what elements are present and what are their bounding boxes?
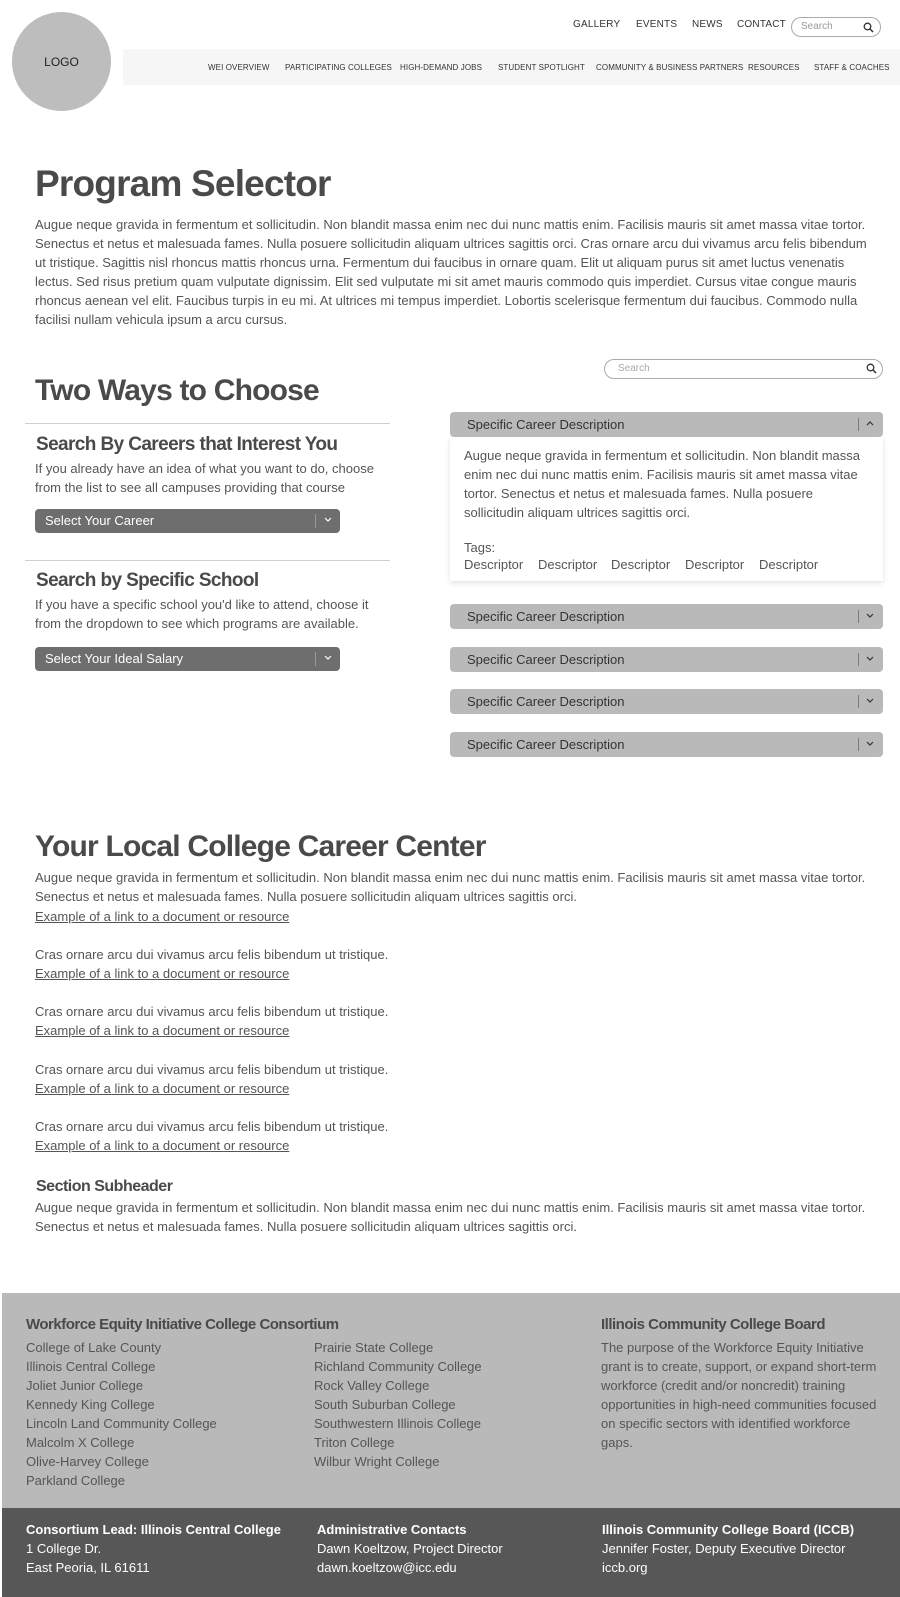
college-link[interactable]: Triton College (314, 1435, 395, 1450)
salary-select[interactable] (35, 647, 340, 671)
career-select-value: Select Your Career (45, 513, 155, 528)
nav-wei-overview[interactable]: WEI OVERVIEW (208, 63, 270, 72)
careers-subtitle: Search By Careers that Interest You (36, 434, 338, 455)
accordion-label: Specific Career Description (467, 737, 625, 752)
accordion-header[interactable] (450, 647, 883, 672)
resource-link[interactable]: Example of a link to a document or resource (35, 966, 290, 981)
tag-link[interactable]: Descriptor (685, 557, 745, 572)
college-link[interactable]: Southwestern Illinois College (314, 1416, 481, 1431)
college-link[interactable]: Lincoln Land Community College (26, 1416, 217, 1431)
career-center-intro: Augue neque gravida in fermentum et sollicitudin. Non blandit massa enim nec dui nunc mattis enim. Facilisis mauris sit amet massa vitae tortor. Senectus et netus et malesuada fames. Nulla posuere sollicitudin aliquam ultrices sagittis orci. (35, 870, 866, 904)
college-link[interactable]: Malcolm X College (26, 1435, 135, 1450)
college-link[interactable]: College of Lake County (26, 1340, 162, 1355)
careers-text: If you already have an idea of what you want to do, choose from the list to see all campuses providing that course (35, 461, 374, 495)
nav-gallery[interactable]: GALLERY (573, 19, 621, 30)
career-select[interactable] (35, 509, 340, 533)
iccb-website-link[interactable]: iccb.org (602, 1560, 648, 1575)
section-subheader: Section Subheader (36, 1178, 173, 1195)
chevron-down-icon (865, 612, 875, 619)
accordion-label: Specific Career Description (467, 609, 625, 624)
logo-text: LOGO (44, 54, 79, 69)
nav-high-demand-jobs[interactable]: HIGH-DEMAND JOBS (400, 63, 483, 72)
resource-link[interactable]: Example of a link to a document or resource (35, 1081, 290, 1096)
search-icon[interactable] (866, 363, 877, 374)
tag-link[interactable]: Descriptor (759, 557, 819, 572)
career-search-input[interactable] (604, 359, 883, 379)
resource-text: Cras ornare arcu dui vivamus arcu felis bibendum ut tristique. (35, 947, 389, 962)
tag-link[interactable]: Descriptor (538, 557, 598, 572)
chevron-down-icon (865, 740, 875, 747)
page-title: Program Selector (35, 163, 331, 204)
search-icon[interactable] (863, 22, 874, 33)
college-link[interactable]: Joliet Junior College (26, 1378, 144, 1393)
section-title-career-center: Your Local College Career Center (35, 830, 486, 863)
admin-contacts-block (317, 1520, 503, 1577)
college-link[interactable]: Rock Valley College (314, 1378, 430, 1393)
iccb-text: The purpose of the Workforce Equity Initiative grant is to create, support, or expand short-term workforce (credit and/or noncredit) training opportunities in high-need communities focused on specific sectors with identified workforce gaps. (601, 1340, 877, 1450)
college-link[interactable]: Illinois Central College (26, 1359, 156, 1374)
resource-link[interactable]: Example of a link to a document or resource (35, 1138, 290, 1153)
chevron-down-icon (323, 516, 333, 523)
tag-link[interactable]: Descriptor (611, 557, 671, 572)
divider (25, 560, 390, 561)
consortium-lead-title: Consortium Lead: Illinois Central College (26, 1522, 281, 1537)
contact-email-link[interactable]: dawn.koeltzow@icc.edu (317, 1560, 457, 1575)
nav-community-partners[interactable]: COMMUNITY & BUSINESS PARTNERS (596, 63, 744, 72)
career-search-placeholder: Search (618, 363, 650, 374)
resource-text: Cras ornare arcu dui vivamus arcu felis bibendum ut tristique. (35, 1119, 389, 1134)
logo[interactable] (12, 12, 111, 111)
salary-select-value: Select Your Ideal Salary (45, 651, 184, 666)
resource-link[interactable]: Example of a link to a document or resource (35, 1023, 290, 1038)
accordion-label: Specific Career Description (467, 652, 625, 667)
iccb-contact-title: Illinois Community College Board (ICCB) (602, 1522, 855, 1537)
resource-link[interactable]: Example of a link to a document or resource (35, 909, 290, 924)
resource-text: Cras ornare arcu dui vivamus arcu felis bibendum ut tristique. (35, 1004, 389, 1019)
college-list-1 (26, 1338, 217, 1490)
contact-name: Jennifer Foster, Deputy Executive Director (602, 1541, 846, 1556)
nav-contact[interactable]: CONTACT (737, 19, 786, 30)
section-title-two-ways: Two Ways to Choose (35, 374, 319, 407)
accordion-header[interactable] (450, 604, 883, 629)
chevron-down-icon (865, 697, 875, 704)
college-link[interactable]: Prairie State College (314, 1340, 434, 1355)
address-line: 1 College Dr. (26, 1541, 102, 1556)
accordion-header-open[interactable] (450, 412, 883, 437)
contact-name: Dawn Koeltzow, Project Director (317, 1541, 503, 1556)
nav-resources[interactable]: RESOURCES (748, 63, 800, 72)
divider (25, 423, 390, 424)
header-search-placeholder: Search (801, 21, 833, 32)
school-text: If you have a specific school you'd like to attend, choose it from the dropdown to see which programs are available. (35, 597, 369, 631)
admin-contacts-title: Administrative Contacts (317, 1522, 467, 1537)
accordion-label: Specific Career Description (467, 694, 625, 709)
college-link[interactable]: Wilbur Wright College (314, 1454, 440, 1469)
accordion-label: Specific Career Description (467, 417, 625, 432)
college-list-2 (314, 1338, 482, 1471)
nav-staff-coaches[interactable]: STAFF & COACHES (814, 63, 890, 72)
accordion-header[interactable] (450, 732, 883, 757)
consortium-lead-block (26, 1520, 281, 1577)
iccb-title: Illinois Community College Board (601, 1316, 826, 1333)
tag-link[interactable]: Descriptor (464, 557, 524, 572)
college-link[interactable]: Olive-Harvey College (26, 1454, 149, 1469)
address-line: East Peoria, IL 61611 (26, 1560, 150, 1575)
chevron-down-icon (323, 654, 333, 661)
college-link[interactable]: South Suburban College (314, 1397, 456, 1412)
subheader-text: Augue neque gravida in fermentum et sollicitudin. Non blandit massa enim nec dui nunc mattis enim. Facilisis mauris sit amet massa vitae tortor. Senectus et netus et malesuada fames. Nulla posuere sollicitudin aliquam ultrices sagittis orci. (35, 1200, 866, 1234)
nav-student-spotlight[interactable]: STUDENT SPOTLIGHT (498, 63, 585, 72)
chevron-down-icon (865, 655, 875, 662)
nav-participating-colleges[interactable]: PARTICIPATING COLLEGES (285, 63, 392, 72)
accordion-description: Augue neque gravida in fermentum et sollicitudin. Non blandit massa enim nec dui nunc mattis enim. Facilisis mauris sit amet massa vitae tortor. Senectus et netus et malesuada fames. Nulla posuere sollicitudin aliquam ultrices sagittis orci. (464, 448, 861, 520)
nav-news[interactable]: NEWS (692, 19, 723, 30)
header-search-input[interactable] (791, 17, 881, 37)
college-link[interactable]: Kennedy King College (26, 1397, 155, 1412)
school-subtitle: Search by Specific School (36, 570, 259, 591)
iccb-contact-block (602, 1520, 854, 1577)
intro-paragraph: Augue neque gravida in fermentum et sollicitudin. Non blandit massa enim nec dui nunc mattis enim. Facilisis mauris sit amet massa vitae tortor. Senectus et netus et malesuada fames. Nulla posuere sollicitudin aliquam ultrices sagittis orci. Cras ornare arcu dui vivamus arcu felis bibendum ut tristique. Sagittis nisl rhoncus mattis rhoncus urna. Fermentum dui faucibus in ornare quam. Elit ut aliquam purus sit amet luctus venenatis lectus. Sed risus pretium quam vulputate dignissim. Elit sed vulputate mi sit amet mauris commodo quis imperdiet. Cursus vitae congue mauris rhoncus aenean vel elit. Faucibus turpis in eu mi. At ultrices mi tempus imperdiet. Lobortis scelerisque fermentum dui faucibus. Commodo nulla facilisi nullam vehicula ipsum a arcu cursus. (35, 217, 867, 327)
chevron-up-icon (865, 420, 875, 427)
tags-label: Tags: (464, 540, 496, 555)
college-link[interactable]: Richland Community College (314, 1359, 482, 1374)
college-link[interactable]: Parkland College (26, 1473, 126, 1488)
nav-events[interactable]: EVENTS (636, 19, 678, 30)
accordion-header[interactable] (450, 689, 883, 714)
resource-text: Cras ornare arcu dui vivamus arcu felis bibendum ut tristique. (35, 1062, 389, 1077)
consortium-title: Workforce Equity Initiative College Consortium (26, 1316, 339, 1333)
